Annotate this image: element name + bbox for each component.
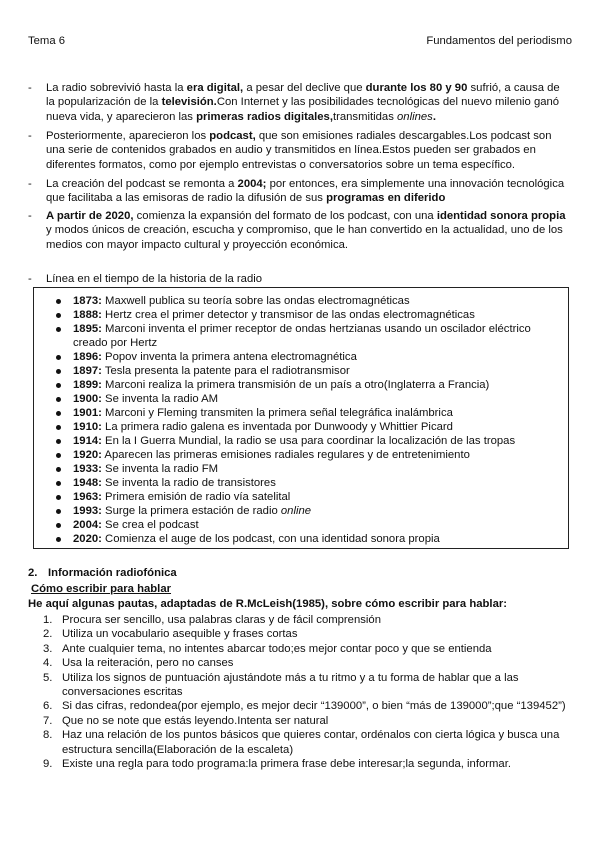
guideline-number: 1.: [43, 614, 53, 626]
timeline-year: 1901:: [73, 407, 102, 419]
bullet-segment: A partir de 2020,: [46, 210, 134, 222]
guideline-number: 2.: [43, 628, 53, 641]
timeline-text: Maxwell publica su teoría sobre las ondas electromagnéticas: [101, 295, 410, 307]
timeline-text: En la I Guerra Mundial, la radio se usa para coordinar la localización de las tropas: [101, 435, 516, 447]
bullet-segment: Posteriormente, aparecieron los: [46, 130, 210, 142]
timeline-item: [34, 392, 568, 406]
guideline-text: Que no se note que estás leyendo.Intenta ser natural: [62, 714, 329, 727]
timeline-text: Surge la primera estación de radio: [101, 505, 281, 517]
timeline-item: [34, 350, 568, 364]
bullet-digital-era: [28, 81, 568, 124]
guideline-text: Ante cualquier tema, no intentes abarcar todo;es mejor contar poco y que se entienda: [62, 642, 492, 655]
timeline-year: 1963:: [73, 491, 102, 503]
timeline-text: Aparecen las primeras emisiones radiales regulares y de entretenimiento: [101, 449, 470, 461]
bullet-dot-icon: [56, 467, 61, 472]
bullet-text: [46, 129, 568, 172]
bullet-text: [46, 209, 568, 252]
bullet-dot-icon: [56, 327, 61, 332]
bullet-segment: era digital,: [186, 82, 244, 94]
timeline-item: [34, 504, 568, 518]
guideline-text: Existe una regla para todo programa:la primera frase debe interesar;la segunda, informar.: [62, 758, 511, 771]
bullet-segment: primeras radios digitales,: [196, 110, 333, 123]
bullet-dot-icon: [56, 509, 61, 514]
header-topic: Tema 6: [28, 35, 66, 47]
timeline-item: [34, 294, 568, 308]
bullet-segment: Con Internet y las posibilidades tecnológicas del nuevo milenio ganó nueva vida, y aparecieron las: [46, 96, 560, 123]
guideline-number: 4.: [43, 657, 53, 670]
guideline-item: [28, 728, 568, 757]
bullet-segment: a pesar del declive que: [243, 82, 366, 94]
bullet-segment: identidad sonora propia: [436, 210, 566, 222]
bullet-dash: -: [28, 273, 32, 285]
bullet-segment: y modos únicos de creación, escucha y compromiso, que le han convertido en la actualidad, uno de los medios con mayor impacto cultural y proyección económica.: [46, 224, 563, 251]
timeline-year: 1933:: [73, 463, 102, 475]
timeline-text: Popov inventa la primera antena electromagnética: [101, 351, 357, 363]
bullet-segment: programas en diferido: [326, 192, 446, 205]
timeline-year: 1888:: [73, 309, 102, 321]
guideline-number: 6.: [43, 700, 53, 713]
timeline-text: Primera emisión de radio vía satelital: [101, 491, 291, 503]
timeline-item: [34, 518, 568, 532]
guideline-item: [28, 757, 568, 771]
page-header: [28, 34, 572, 50]
bullet-dot-icon: [56, 299, 61, 304]
timeline-year: 1914:: [73, 435, 102, 447]
bullet-segment: televisión.: [161, 96, 217, 109]
bullet-segment: sufrió, a causa de la popularización de la: [46, 82, 560, 109]
guideline-number: 8.: [43, 729, 53, 742]
bullet-dash: -: [28, 82, 32, 94]
timeline-italic: online: [280, 505, 312, 517]
bullet-dot-icon: [56, 425, 61, 430]
bullet-segment: comienza la expansión del formato de los podcast, con una: [133, 210, 437, 222]
section-title: Información radiofónica: [48, 567, 177, 579]
bullet-dot-icon: [56, 537, 61, 542]
bullet-dash: -: [28, 178, 32, 190]
bullet-segment: que son emisiones radiales descargables.Los podcast son una serie de contenidos grabados en audio y transmitidos en línea.Estos pueden ser grabados en diferentes formatos, como por ejemplo entrevistas o conversatorios sobre un tema específico.: [46, 130, 552, 171]
timeline-year: 2020:: [73, 533, 102, 545]
guideline-item: [28, 642, 568, 656]
guideline-item: [28, 613, 568, 627]
header-course: Fundamentos del periodismo: [426, 35, 572, 47]
bullet-dot-icon: [56, 523, 61, 528]
bullet-segment: La creación del podcast se remonta a: [46, 178, 238, 190]
timeline-text: Marconi realiza la primera transmisión de un país a otro(Inglaterra a Francia): [101, 379, 490, 391]
guideline-item: [28, 627, 568, 641]
timeline-item: [34, 364, 568, 378]
guideline-number: 3.: [43, 642, 53, 655]
bullet-segment: por entonces, era simplemente una innovación tecnológica que facilitaba a las emisoras de radio la difusión de sus: [46, 178, 565, 205]
bullet-dot-icon: [56, 369, 61, 374]
guideline-text: Usa la reiteración, pero no canses: [62, 657, 234, 670]
bullet-dot-icon: [56, 397, 61, 402]
subheading: Cómo escribir para hablar: [31, 583, 172, 595]
intro-text: He aquí algunas pautas, adaptadas de R.McLeish(1985), sobre cómo escribir para hablar:: [28, 598, 508, 610]
bullet-segment: transmitidas: [332, 110, 398, 123]
bullet-dot-icon: [56, 355, 61, 360]
section-heading: [28, 566, 177, 580]
guideline-text: Si das cifras, redondea(por ejemplo, es mejor decir “139000”, o bien “más de 139000”;que “139452”): [62, 700, 566, 713]
timeline-text: La primera radio galena es inventada por Dunwoody y Whittier Picard: [101, 421, 453, 433]
guideline-number: 9.: [43, 758, 53, 771]
timeline-item: [34, 448, 568, 462]
guideline-item: [28, 671, 568, 700]
bullet-dot-icon: [56, 481, 61, 486]
timeline-text: Tesla presenta la patente para el radiotransmisor: [101, 365, 350, 377]
timeline-year: 1896:: [73, 351, 102, 363]
timeline-item: [34, 532, 568, 546]
timeline-year: 1920:: [73, 449, 102, 461]
bullet-segment: durante los 80 y 90: [365, 82, 468, 94]
timeline-year: 1948:: [73, 477, 102, 489]
timeline-text: Hertz crea el primer detector y transmisor de las ondas electromagnéticas: [101, 309, 475, 321]
bullet-dot-icon: [56, 453, 61, 458]
guideline-item: [28, 714, 568, 728]
section-number: 2.: [28, 567, 38, 579]
guideline-text: Procura ser sencillo, usa palabras claras y de fácil comprensión: [62, 614, 381, 626]
timeline-year: 1993:: [73, 505, 102, 517]
timeline-text: Se inventa la radio FM: [101, 463, 219, 475]
timeline-year: 1873:: [73, 295, 102, 307]
timeline-item: [34, 420, 568, 434]
timeline-year: 1899:: [73, 379, 102, 391]
timeline-year: 1900:: [73, 393, 102, 405]
timeline-list: [34, 288, 568, 546]
bullet-text: [46, 177, 568, 206]
bullet-segment: .: [432, 110, 436, 123]
bullet-podcast-origin: [28, 177, 568, 206]
bullet-dot-icon: [56, 411, 61, 416]
guideline-item: [28, 656, 568, 670]
guideline-number: 7.: [43, 714, 53, 727]
guidelines-list: [28, 613, 568, 771]
timeline-item: [34, 378, 568, 392]
timeline-item: [34, 322, 568, 350]
bullet-segment: podcast,: [209, 130, 256, 142]
guideline-item: [28, 699, 568, 713]
bullet-2020: [28, 209, 568, 252]
timeline-text: Marconi inventa el primer receptor de ondas hertzianas usando un oscilador eléctrico creado por Hertz: [73, 323, 531, 349]
guideline-text: Utiliza los signos de puntuación ajustándote más a tu ritmo y a tu forma de hablar que a las conversaciones escritas: [62, 671, 519, 699]
timeline-text: Se crea el podcast: [101, 519, 199, 531]
timeline-text: Se inventa la radio de transistores: [101, 477, 276, 489]
timeline-item: [34, 490, 568, 504]
bullet-dash: -: [28, 130, 32, 142]
timeline-year: 1910:: [73, 421, 102, 433]
bullet-segment: La radio sobrevivió hasta la: [46, 82, 187, 94]
bullet-segment: 2004;: [237, 178, 267, 190]
guideline-text: Utiliza un vocabulario asequible y frases cortas: [62, 628, 298, 641]
bullet-segment: onlines: [397, 110, 433, 123]
timeline-item: [34, 462, 568, 476]
bullet-podcast: [28, 129, 568, 172]
timeline-item: [34, 476, 568, 490]
bullet-dot-icon: [56, 439, 61, 444]
bullet-dot-icon: [56, 313, 61, 318]
timeline-title: Línea en el tiempo de la historia de la radio: [46, 273, 263, 285]
timeline-item: [34, 308, 568, 322]
timeline-item: [34, 406, 568, 420]
bullet-text: [46, 81, 568, 124]
timeline-box: [33, 287, 569, 549]
timeline-year: 1895:: [73, 323, 102, 335]
timeline-year: 1897:: [73, 365, 102, 377]
timeline-heading: [28, 272, 568, 286]
timeline-item: [34, 434, 568, 448]
timeline-text: Comienza el auge de los podcast, con una identidad sonora propia: [101, 533, 440, 545]
timeline-text: Marconi y Fleming transmiten la primera señal telegráfica inalámbrica: [101, 407, 453, 419]
guideline-number: 5.: [43, 671, 53, 684]
bullet-dot-icon: [56, 495, 61, 500]
bullet-dash: -: [28, 210, 32, 222]
guideline-text: Haz una relación de los puntos básicos que quieres contar, ordénalos con cierta lógica y busca una estructura sencilla(Elaboración de la escaleta): [62, 729, 560, 756]
timeline-text: Se inventa la radio AM: [101, 393, 219, 405]
bullet-dot-icon: [56, 383, 61, 388]
timeline-year: 2004:: [73, 519, 102, 531]
